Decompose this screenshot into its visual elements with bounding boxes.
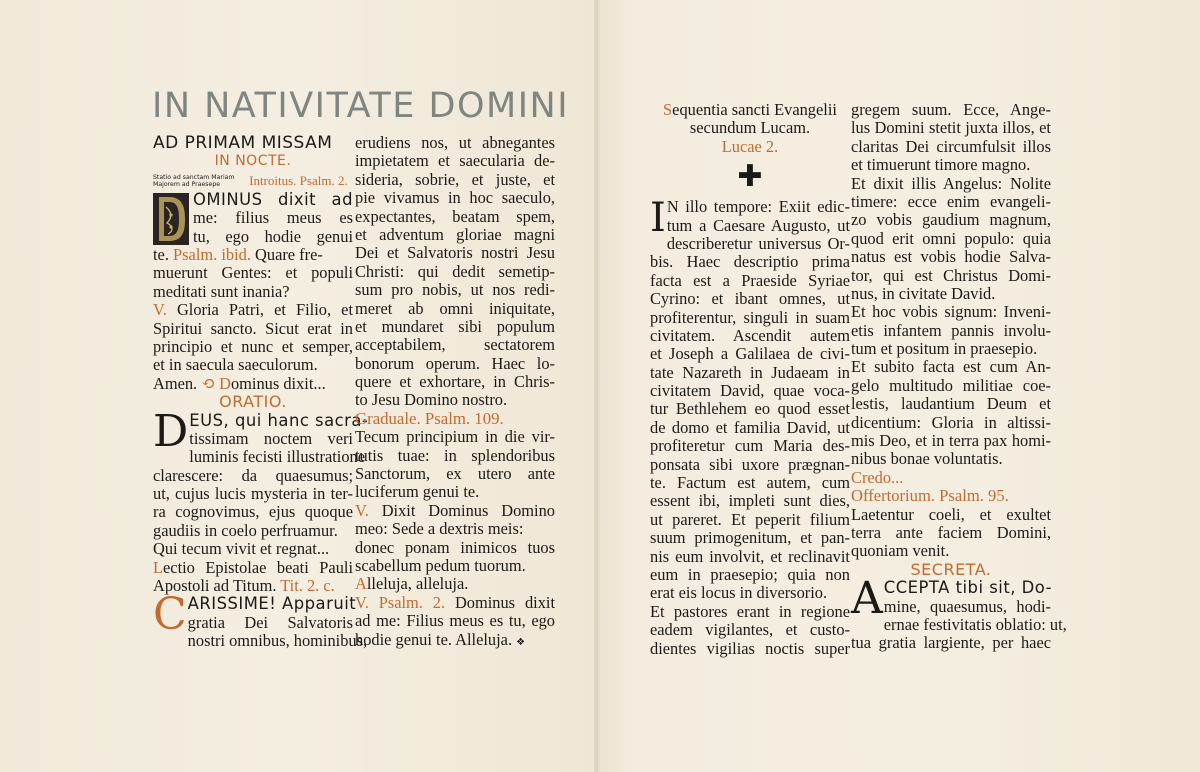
text-line: expectantes, beatam spem, [355,206,555,226]
dominus-line-3: tu, ego hodie genui [193,226,353,246]
text-line: Spiritui sancto. Sicut erat in [153,318,353,338]
text-line: tur Bethlehem eo quod esset [650,399,850,419]
text-line: meditati sunt inania? [153,281,290,301]
text-line: Christi: qui dedit semetip- [355,261,555,281]
text-line: clarescere: da quaesumus; [153,465,353,485]
text-line: et timuerunt timore magno. [851,155,1031,175]
text-line: facta est a Praeside Syriae [650,270,850,290]
page-title: IN NATIVITATE DOMINI [152,86,570,126]
column-3 [650,101,850,658]
statio-line [153,171,353,191]
text-line: Laetentur coeli, et exultet [851,504,1051,524]
text-line: acceptabilem, sectatorem [355,335,555,355]
text-line: ra cognovimus, ejus quoque [153,502,353,522]
text-line: zo vobis gaudium magnum, [851,210,1051,230]
carissime-initial: C [153,589,187,641]
text-line: timere: ecce enim evangeli- [851,191,1051,211]
text-line: gaudiis in coelo perfruamur. [153,520,338,540]
dominus-line-4: te. Psalm. ibid. Quare fre- [153,244,323,264]
illuminated-initial-art [153,193,189,245]
text-line: sum pro nobis, ut nos redi- [355,280,555,300]
text-line: profiteretur cum Maria des- [650,436,850,456]
text-line: ut, cujus lucis mysteria in ter- [153,484,353,504]
credo-line: Credo... [851,467,904,487]
column-2-block-b [355,428,555,502]
column-2-block-a [355,134,555,410]
dominus-line-1: OMINUS dixit ad [193,189,353,209]
dominus-paragraph [153,191,353,265]
text-line: nibus bonae voluntatis. [851,449,1003,469]
text-line: muerunt Gentes: et populi [153,263,353,283]
text-line: to Jesu Domino nostro. [355,390,508,410]
text-line: te. Factum est autem, cum [650,473,850,493]
text-line: terra ante faciem Domini, [851,522,1051,542]
text-line: lus Domini stetit juxta illos, et [851,118,1051,138]
text-line: nis eum involvit, et reclinavit [650,546,850,566]
gospel-text [650,235,850,658]
text-line: hodie genui te. Alleluja. ❖ [355,629,526,649]
text-line: claritas Dei circumfulsit illos [851,136,1051,156]
text-line: Amen. ⟲ Dominus dixit... [153,373,326,393]
carissime-line-1: ARISSIME! Apparuit [187,594,357,614]
column-1 [153,133,369,651]
column-2 [355,134,555,649]
column-4-block-a [851,101,1051,469]
psalm-2-rubric: V. Psalm. 2. [355,592,446,612]
text-line: pie vivamus in hoc saeculo, [355,188,555,208]
sequentia-line-2: secundum Lucam. [689,118,811,138]
text-line: Dei et Salvatoris nostri Jesu [355,243,555,263]
text-line: natus est vobis hodie Salva- [851,247,1051,267]
oratio-heading: ORATIO. [219,392,287,412]
text-line: de domo et familia David, ut [650,417,850,437]
text-line: etis infantem pannis involu- [851,320,1051,340]
text-line: Et hoc vobis signum: Inveni- [851,302,1051,322]
text-line: et adventum gloriae magni [355,224,555,244]
text-line: mis Deo, et in terra pax homi- [851,431,1051,451]
titus-rubric: Tit. 2. c. [280,576,335,596]
in-illo-line-1: N illo tempore: Exiit edic- [666,197,850,217]
text-line: Tecum principium in die vir- [355,427,555,447]
text-line: et mundaret sibi populum [355,316,555,336]
missa-heading: AD PRIMAM MISSAM [153,133,333,153]
text-line: eum in praesepio; quia non [650,565,850,584]
text-line: nus, in civitate David. [851,283,996,303]
text-line: Cyrino: et ibant omnes, ut [650,289,850,309]
text-line: meo: Sede a dextris meis: [355,519,524,539]
book-gutter [594,0,602,772]
deus-line-2: tissimam noctem veri [189,428,353,448]
text-line: civitatem. Ascendit autem [650,325,850,345]
in-illo-paragraph [650,195,850,242]
text-line: erudiens nos, ut abnegantes [355,133,555,152]
text-line: et in saecula saeculorum. [153,355,318,375]
text-line: luciferum genui te. [355,482,480,502]
deus-initial: D [153,405,189,457]
text-line: suum primogenitum, et pan- [650,528,850,548]
text-line: bis. Haec descriptio prima [650,252,850,272]
dominus-line-2: me: filius meus es [193,208,353,228]
graduale-rubric: Graduale. Psalm. 109. [355,408,504,428]
text-line: V. Psalm. 2. Dominus dixit [355,592,555,612]
accepta-initial: A [851,573,883,625]
cross-icon: ✚ [737,159,763,195]
text-line: civitatem David, quae voca- [650,381,850,401]
text-line: tum et positum in praesepio. [851,339,1038,359]
text-line: tua gratia largiente, per haec [851,633,1051,653]
text-line: donec ponam inimicos tuos [355,537,555,557]
text-line: et Joseph a Galilaea de civi- [650,344,850,364]
text-line: scabellum pedum tuorum. [355,555,526,575]
text-line: impietatem et saecularia de- [355,151,555,171]
text-line: lestis, laudantium Deum et [851,394,1051,414]
text-line: eadem vigilantes, et custo- [650,620,850,640]
text-line: luminis fecisti illustratione [189,447,366,467]
text-line: gelo multitudo militiae coe- [851,375,1051,395]
text-line: dicentium: Gloria in altissi- [851,412,1051,432]
accepta-line-2: mine, quaesumus, hodi- [883,596,1051,616]
text-line: erat eis locus in diversorio. [650,583,828,603]
text-line: Lectio Epistolae beati Pauli [153,557,353,577]
text-line: meret ab omni iniquitate, [355,298,555,318]
ornament-icon: ❖ [516,636,526,648]
introitus-rubric: Introitus. Psalm. 2. [249,172,348,188]
deus-line-1: EUS, qui hanc sacra- [189,410,369,430]
text-line: profiterentur, singuli in suam [650,307,850,327]
statio-note: Statio ad sanctam Mariam Majorem ad Praesepe [153,174,235,189]
accepta-line-1: CCEPTA tibi sit, Do- [883,578,1053,598]
psalm-ibid-rubric: Psalm. ibid. [173,244,251,264]
in-illo-line-2: tum a Caesare Augusto, ut [666,215,850,235]
text-line: Alleluja, alleluja. [355,574,469,594]
text-line: Et dixit illis Angelus: Nolite [851,173,1051,193]
text-line: quere et exhortare, in Chris- [355,372,555,392]
text-line: tate Nazareth in Judaeam in [650,362,850,382]
text-line: quod erit omni populo: quia [851,228,1051,248]
column-2-block-c [355,520,555,575]
text-line: Sanctorum, ex utero ante [355,464,555,484]
text-line: ut pareret. Et peperit filium [650,509,850,529]
text-line: Et pastores erant in regione [650,601,850,621]
text-line: tor, qui est Christus Domi- [851,265,1051,285]
text-line: essent ibi, impleti sunt dies, [650,491,850,511]
text-line: quoniam venit. [851,541,950,561]
text-line: gregem suum. Ecce, Ange- [851,100,1051,119]
text-line: principio et nunc et semper, [153,336,353,356]
text-line: nostri omnibus, hominibus, [187,631,368,651]
text-line: describeretur universus Or- [666,233,850,253]
text-line: Et subito facta est cum An- [851,357,1051,377]
text-line: sideria, sobrie, et juste, et [355,169,555,189]
illuminated-initial [153,193,189,245]
text-line: tutis tuae: in splendoribus [355,445,555,465]
sequentia-line-1: Sequentia sancti Evangelii [663,100,837,119]
lucae-rubric: Lucae 2. [721,136,779,156]
column-4-block-b [851,506,1051,561]
text-line: ernae festivitatis oblatio: ut, [883,614,1067,634]
repeat-symbol: ⟲ [201,373,215,393]
text-line: Qui tecum vivit et regnat... [153,539,330,559]
carissime-paragraph [153,589,357,641]
text-line: ad me: Filius meus es tu, ego [355,611,555,631]
secreta-heading: SECRETA. [910,559,992,579]
carissime-line-2: gratia Dei Salvatoris [187,612,353,632]
offertorium-rubric: Offertorium. Psalm. 95. [851,486,1009,506]
nocte-heading: IN NOCTE. [214,153,292,170]
text-line: V. Gloria Patri, et Filio, et [153,300,353,320]
text-line: V. Dixit Dominus Domino [355,500,555,520]
versicle-mark: V. [153,300,167,320]
text-line: bonorum operum. Haec lo- [355,353,555,373]
text-line: dientes vigilias noctis super [650,638,850,658]
column-4 [851,100,1067,653]
text-line: ponsata sibi uxore prægnan- [650,454,850,474]
in-illo-initial: I [650,195,666,242]
text-line: Apostoli ad Titum. Tit. 2. c. [153,576,335,596]
